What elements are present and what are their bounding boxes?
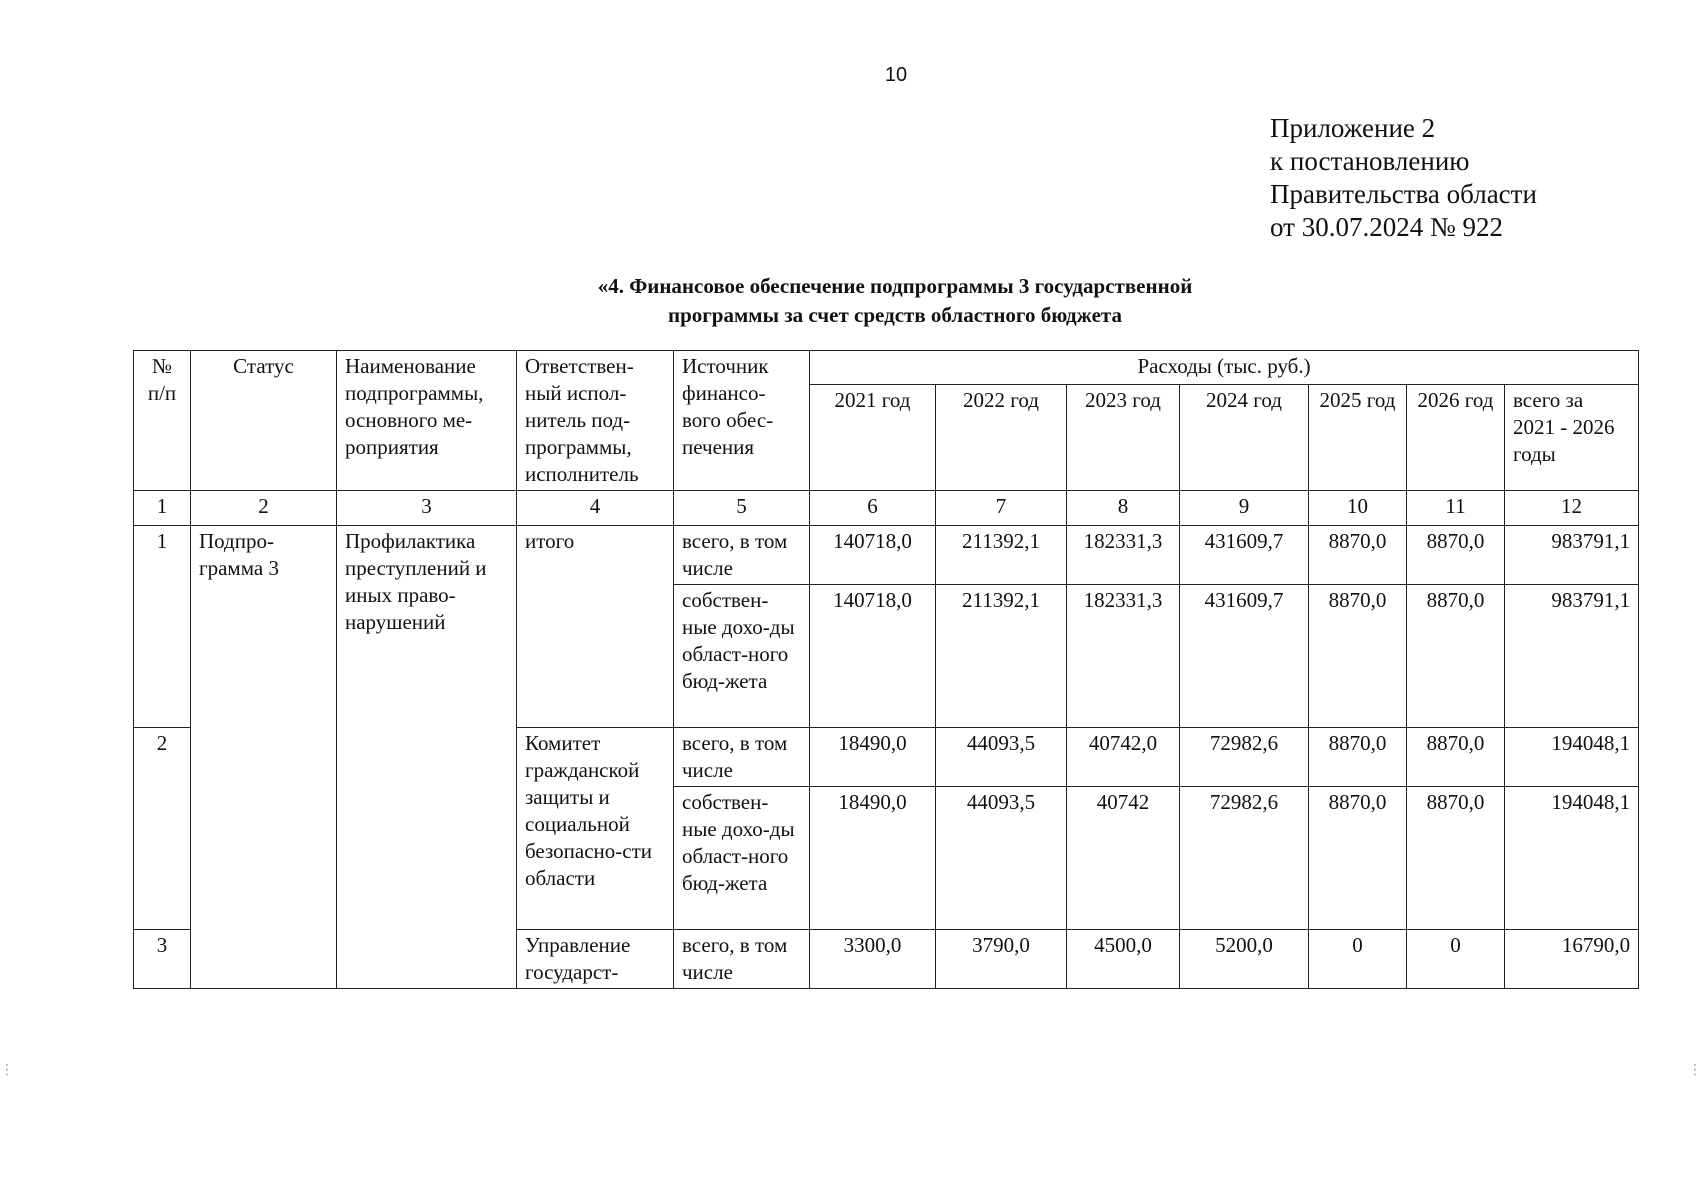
column-number: 11	[1407, 491, 1505, 526]
header-year: 2025 год	[1309, 384, 1407, 490]
scan-edge-mark: ⋮	[1688, 1062, 1702, 1078]
value-cell: 194048,1	[1505, 787, 1639, 930]
header-year: 2026 год	[1407, 384, 1505, 490]
value-cell: 983791,1	[1505, 526, 1639, 585]
value-cell: 431609,7	[1180, 526, 1309, 585]
header-total: всего за 2021 - 2026 годы	[1505, 384, 1639, 490]
value-cell: 18490,0	[810, 787, 936, 930]
value-cell: 983791,1	[1505, 585, 1639, 728]
value-cell: 3300,0	[810, 930, 936, 989]
source-cell: всего, в том числе	[674, 930, 810, 989]
row-number: 1	[134, 526, 191, 728]
header-status: Статус	[191, 351, 337, 491]
column-number: 6	[810, 491, 936, 526]
executor-cell: Управление государст-	[517, 930, 674, 989]
source-cell: собствен-ные дохо-ды област-ного бюд-жета	[674, 787, 810, 930]
value-cell: 8870,0	[1309, 787, 1407, 930]
value-cell: 194048,1	[1505, 728, 1639, 787]
column-number: 9	[1180, 491, 1309, 526]
status-cell: Подпро-грамма 3	[191, 526, 337, 989]
scan-edge-mark: ⋮	[0, 1062, 14, 1078]
row-number: 2	[134, 728, 191, 930]
header-year: 2024 год	[1180, 384, 1309, 490]
heading-line: программы за счет средств областного бюджета	[667, 303, 1123, 327]
section-heading	[380, 272, 1410, 330]
value-cell: 72982,6	[1180, 728, 1309, 787]
header-year: 2021 год	[810, 384, 936, 490]
value-cell: 140718,0	[810, 585, 936, 728]
header-source: Источник финансо-вого обес-печения	[674, 351, 810, 491]
value-cell: 40742,0	[1067, 728, 1180, 787]
column-number: 12	[1505, 491, 1639, 526]
value-cell: 44093,5	[936, 728, 1067, 787]
header-executor: Ответствен-ный испол-нитель под-программы, исполнитель	[517, 351, 674, 491]
column-number: 7	[936, 491, 1067, 526]
value-cell: 8870,0	[1407, 585, 1505, 728]
executor-cell: Комитет гражданской защиты и социальной безопасно-сти области	[517, 728, 674, 930]
name-cell: Профилактика преступлений и иных право-нарушений	[337, 526, 517, 989]
value-cell: 431609,7	[1180, 585, 1309, 728]
budget-table	[133, 350, 1639, 989]
value-cell: 182331,3	[1067, 585, 1180, 728]
value-cell: 8870,0	[1407, 728, 1505, 787]
value-cell: 3790,0	[936, 930, 1067, 989]
column-number: 2	[191, 491, 337, 526]
value-cell: 4500,0	[1067, 930, 1180, 989]
value-cell: 44093,5	[936, 787, 1067, 930]
executor-cell: итого	[517, 526, 674, 728]
page-number: 10	[884, 64, 908, 86]
source-cell: всего, в том числе	[674, 526, 810, 585]
column-number: 10	[1309, 491, 1407, 526]
appendix-line: от 30.07.2024 № 922	[1270, 212, 1503, 242]
header-year: 2023 год	[1067, 384, 1180, 490]
appendix-line: Правительства области	[1270, 179, 1537, 209]
value-cell: 16790,0	[1505, 930, 1639, 989]
value-cell: 8870,0	[1309, 526, 1407, 585]
value-cell: 211392,1	[936, 585, 1067, 728]
appendix-line: к постановлению	[1270, 146, 1470, 176]
appendix-block	[1270, 112, 1537, 244]
column-number: 4	[517, 491, 674, 526]
source-cell: всего, в том числе	[674, 728, 810, 787]
value-cell: 0	[1309, 930, 1407, 989]
table-row	[134, 526, 1639, 585]
column-number: 3	[337, 491, 517, 526]
value-cell: 8870,0	[1407, 526, 1505, 585]
row-number: 3	[134, 930, 191, 989]
heading-line: «4. Финансовое обеспечение подпрограммы 3 государственной	[597, 274, 1193, 298]
header-num: № п/п	[134, 351, 191, 491]
value-cell: 5200,0	[1180, 930, 1309, 989]
value-cell: 40742	[1067, 787, 1180, 930]
header-name: Наименование подпрограммы, основного ме-роприятия	[337, 351, 517, 491]
value-cell: 0	[1407, 930, 1505, 989]
value-cell: 140718,0	[810, 526, 936, 585]
column-number: 1	[134, 491, 191, 526]
value-cell: 182331,3	[1067, 526, 1180, 585]
value-cell: 8870,0	[1407, 787, 1505, 930]
value-cell: 72982,6	[1180, 787, 1309, 930]
value-cell: 18490,0	[810, 728, 936, 787]
header-year: 2022 год	[936, 384, 1067, 490]
header-expenses: Расходы (тыс. руб.)	[810, 351, 1639, 385]
source-cell: собствен-ные дохо-ды област-ного бюд-жета	[674, 585, 810, 728]
appendix-line: Приложение 2	[1270, 113, 1436, 143]
value-cell: 211392,1	[936, 526, 1067, 585]
column-number: 8	[1067, 491, 1180, 526]
column-number: 5	[674, 491, 810, 526]
value-cell: 8870,0	[1309, 728, 1407, 787]
value-cell: 8870,0	[1309, 585, 1407, 728]
